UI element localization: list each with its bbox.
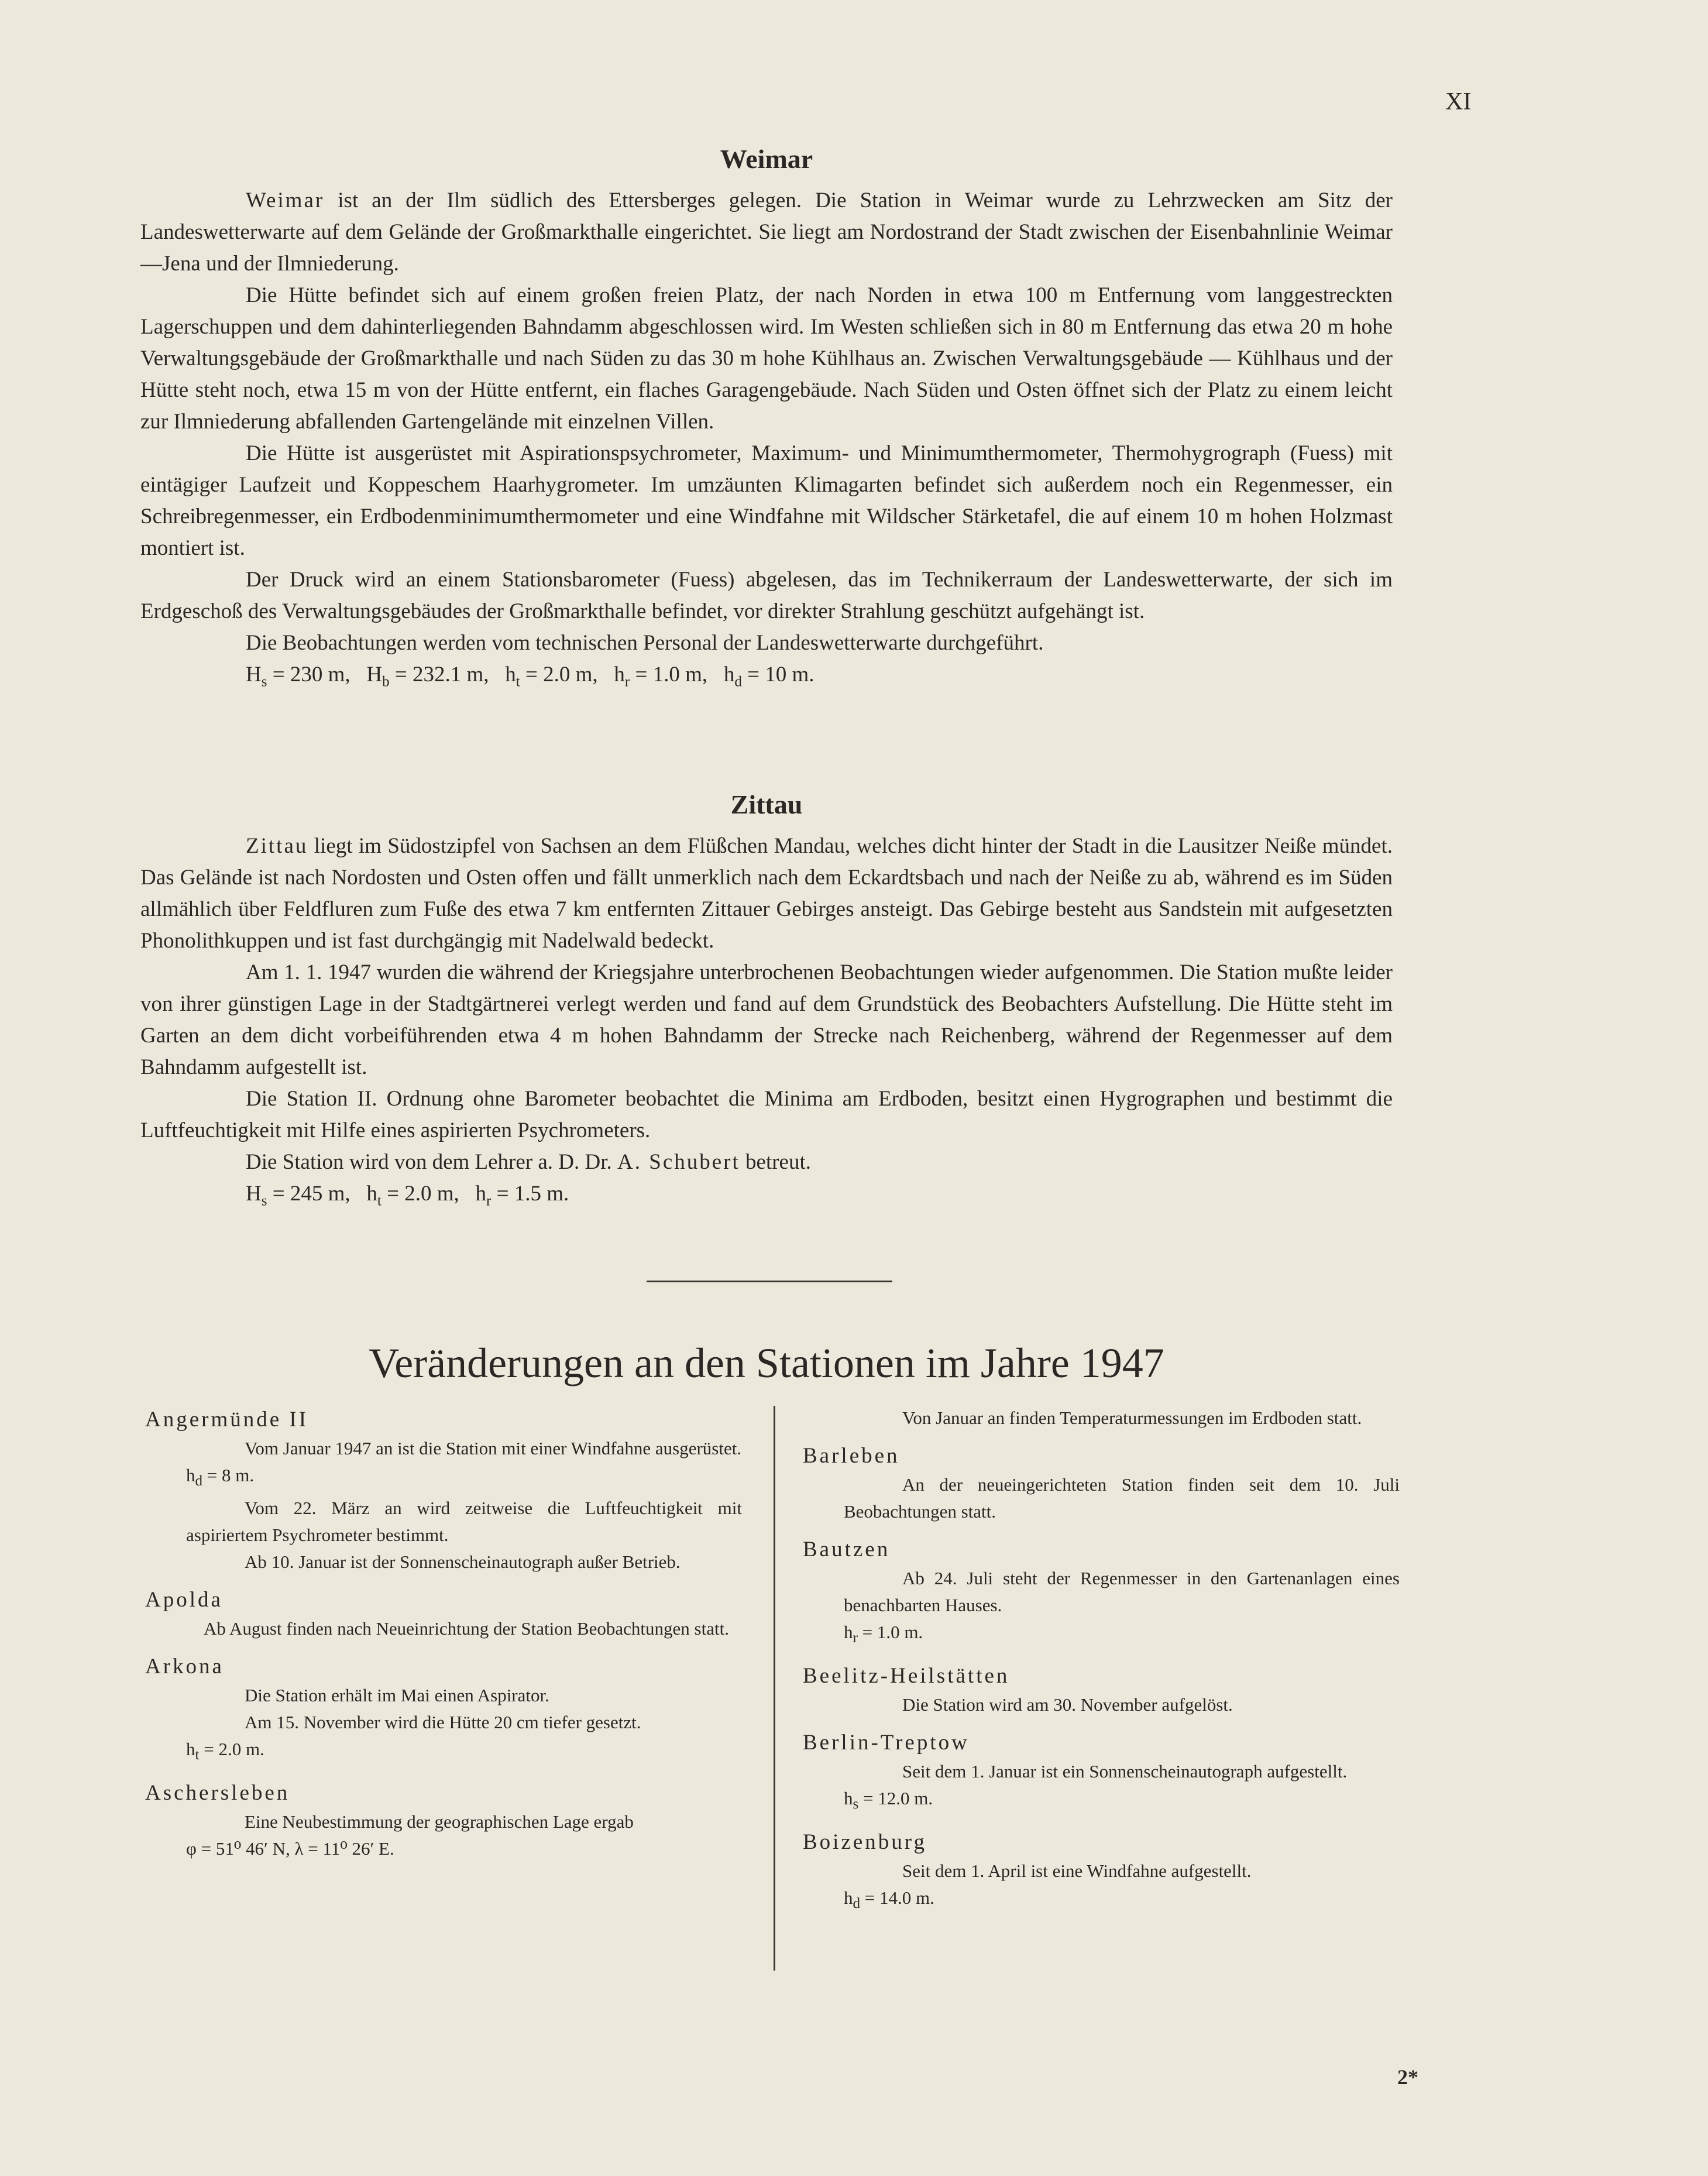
weimar-p1-text: ist an der Ilm südlich des Ettersberges gelegen. Die Station in Weimar wurde zu Lehrzwecken am Sitz der Landeswetterwarte auf dem Gelände der Großmarkthalle eingerichtet. Sie liegt am Nordostrand der Stadt zwischen der Eisenbahnlinie Weimar—Jena und der Ilmniederung. — [140, 188, 1393, 276]
entry-text: Von Januar an finden Temperaturmessungen im Erdboden statt. — [902, 1408, 1362, 1428]
entry-text: Vom Januar 1947 an ist die Station mit einer Windfahne ausgerüstet. — [245, 1438, 742, 1458]
entry-text: Seit dem 1. Januar ist ein Sonnenscheinautograph aufgestellt. — [902, 1761, 1348, 1782]
entry-name: Beelitz-Heilstätten — [803, 1664, 1010, 1688]
weimar-hd: 10 m. — [765, 663, 815, 687]
arkona-ht: 2.0 m. — [218, 1739, 264, 1760]
angermuende-hd: 8 m. — [221, 1465, 255, 1485]
boizenburg-hd: 14.0 m. — [879, 1887, 934, 1909]
entry-angermuende — [145, 1405, 742, 1576]
weimar-hs: 230 m, — [290, 663, 350, 687]
entry-name: Barleben — [803, 1444, 900, 1468]
entry-berlin-treptow — [803, 1728, 1400, 1818]
weimar-ht: 2.0 m, — [543, 663, 598, 687]
zittau-hs: 245 m, — [290, 1182, 350, 1206]
entry-value: $h_d = 14.0$ m. — [844, 1887, 934, 1912]
changes-right-column — [803, 1405, 1400, 1927]
zittau-p4-b: betreut. — [740, 1150, 812, 1174]
entry-boizenburg — [803, 1827, 1400, 1917]
entry-name: Arkona — [145, 1655, 224, 1679]
entry-apolda — [145, 1585, 742, 1642]
entry-coords: φ = 51⁰ 46′ N, λ = 11⁰ 26′ E. — [186, 1838, 394, 1859]
zittau-title: Zittau — [730, 790, 803, 819]
weimar-section — [140, 143, 1393, 698]
entry-text: Die Station erhält im Mai einen Aspirator. — [245, 1685, 549, 1706]
weimar-paragraph-4: Der Druck wird an einem Stationsbarometer (Fuess) abgelesen, das im Technikerraum der Landeswetterwarte, der sich im Erdgeschoß des Verwaltungsgebäudes der Großmarkthalle befindet, vor direkter Strahlung geschützt aufgehängt ist. — [140, 568, 1393, 623]
zittau-paragraph-4 — [140, 1147, 1393, 1178]
zittau-section — [140, 789, 1393, 1217]
zittau-paragraph-3: Die Station II. Ordnung ohne Barometer beobachtet die Minima am Erdboden, besitzt einen Hygrographen und bestimmt die Luftfeuchtigkeit mit Hilfe eines aspirierten Psychrometers. — [140, 1087, 1393, 1142]
entry-text: Seit dem 1. April ist eine Windfahne aufgestellt. — [902, 1861, 1252, 1882]
entry-bautzen — [803, 1535, 1400, 1652]
berlin-hs: 12.0 m. — [878, 1788, 933, 1809]
entry-text: Ab August finden nach Neueinrichtung der Station Beobachtungen statt. — [204, 1618, 729, 1639]
entry-name: Angermünde II — [145, 1408, 309, 1432]
zittau-observer-name: A. Schubert — [617, 1150, 740, 1174]
entry-value: $h_r = 1.0$ m. — [844, 1622, 923, 1646]
weimar-hr: 1.0 m, — [652, 663, 708, 687]
entry-text: Am 15. November wird die Hütte 20 cm tiefer gesetzt. — [245, 1712, 641, 1733]
entry-text: Ab 10. Januar ist der Sonnenscheinautograph außer Betrieb. — [245, 1552, 681, 1573]
entry-aschersleben-continued — [803, 1405, 1400, 1432]
weimar-paragraph-3: Die Hütte ist ausgerüstet mit Aspirationspsychrometer, Maximum- und Minimumthermometer, Thermohygrograph (Fuess) mit eintägiger Laufzeit und Koppeschem Haarhygrometer. Im umzäunten Klimagarten befindet sich außerdem noch ein Regenmesser, ein Schreibregenmesser, ein Erdbodenminimumthermometer und eine Windfahne mit Wildscher Stärketafel, die auf einem 10 m hohen Holzmast montiert ist. — [140, 441, 1393, 560]
entry-arkona — [145, 1652, 742, 1769]
weimar-heights: $H_s = 230$ m, $H_b = 232.1$ m, $h_t = 2.0$ m, $h_r = 1.0$ m, $h_d = 10$ m. — [246, 663, 815, 690]
column-rule — [774, 1406, 775, 1971]
entry-name: Apolda — [145, 1588, 223, 1612]
weimar-title: Weimar — [720, 144, 813, 174]
changes-title: Veränderungen an den Stationen im Jahre 1947 — [369, 1340, 1164, 1386]
entry-text: Ab 24. Juli steht der Regenmesser in den Gartenanlagen eines benachbarten Hauses. — [844, 1568, 1400, 1615]
entry-name: Boizenburg — [803, 1830, 927, 1855]
zittau-name: Zittau — [246, 834, 308, 858]
weimar-hb: 232.1 m, — [412, 663, 489, 687]
section-divider — [647, 1281, 892, 1282]
weimar-paragraph-5: Die Beobachtungen werden vom technischen Personal der Landeswetterwarte durchgeführt. — [246, 631, 1044, 655]
entry-aschersleben — [145, 1778, 742, 1862]
entry-beelitz — [803, 1661, 1400, 1718]
weimar-name: Weimar — [246, 188, 325, 212]
weimar-paragraph-1 — [140, 185, 1393, 280]
changes-left-column — [145, 1405, 742, 1872]
zittau-hr: 1.5 m. — [514, 1182, 569, 1206]
entry-name: Aschersleben — [145, 1781, 290, 1806]
entry-text: Vom 22. März an wird zeitweise die Luftfeuchtigkeit mit aspiriertem Psychrometer bestimmt. — [186, 1498, 742, 1546]
entry-name: Bautzen — [803, 1537, 891, 1561]
entry-text: Eine Neubestimmung der geographischen Lage ergab — [245, 1811, 634, 1832]
zittau-p1-text: liegt im Südostzipfel von Sachsen an dem Flüßchen Mandau, welches dicht hinter der Stadt in die Lausitzer Neiße mündet. Das Gelände ist nach Nordosten und Osten offen und fällt unmerklich nach dem Eckardtsbach und nach der Neiße zu ab, während es im Süden allmählich über Feldfluren zum Fuße des etwa 7 km entfernten Zittauer Gebirges ansteigt. Das Gebirge besteht aus Sandstein mit aufgesetzten Phonolithkuppen und ist fast durchgängig mit Nadelwald bedeckt. — [140, 834, 1393, 953]
entry-name: Berlin-Treptow — [803, 1731, 970, 1755]
bautzen-hr: 1.0 m. — [877, 1622, 923, 1642]
zittau-heights: $H_s = 245$ m, $h_t = 2.0$ m, $h_r = 1.5$ m. — [246, 1182, 569, 1209]
entry-value: $h_s = 12.0$ m. — [844, 1788, 933, 1813]
entry-text: An der neueingerichteten Station finden seit dem 10. Juli Beobachtungen statt. — [844, 1474, 1400, 1522]
page-number: XI — [1445, 88, 1472, 115]
entry-text: Die Station wird am 30. November aufgelöst. — [902, 1694, 1233, 1715]
zittau-p4-a: Die Station wird von dem Lehrer a. D. Dr. — [246, 1150, 618, 1174]
weimar-paragraph-2: Die Hütte befindet sich auf einem großen freien Platz, der nach Norden in etwa 100 m Entfernung vom langgestreckten Lagerschuppen und dem dahinterliegenden Bahndamm abgeschlossen wird. Im Westen schließen sich in 80 m Entfernung das etwa 20 m hohe Verwaltungsgebäude der Großmarkthalle und nach Süden zu das 30 m hohe Kühlhaus an. Zwischen Verwaltungsgebäude — Kühlhaus und der Hütte steht noch, etwa 15 m von der Hütte entfernt, ein flaches Garagengebäude. Nach Süden und Osten öffnet sich der Platz zu einem leicht zur Ilmniederung abfallenden Gartengelände mit einzelnen Villen. — [140, 283, 1393, 434]
zittau-paragraph-2: Am 1. 1. 1947 wurden die während der Kriegsjahre unterbrochenen Beobachtungen wieder aufgenommen. Die Station mußte leider von ihrer günstigen Lage in der Stadtgärtnerei verlegt werden und fand auf dem Grundstück des Beobachters Aufstellung. Die Hütte steht im Garten an dem dicht vorbeiführenden etwa 4 m hohen Bahndamm der Strecke nach Reichenberg, während der Regenmesser auf dem Bahndamm aufgestellt ist. — [140, 960, 1393, 1079]
entry-value: $h_d = 8$ m. — [186, 1465, 255, 1489]
entry-value: $h_t = 2.0$ m. — [186, 1739, 264, 1763]
entry-barleben — [803, 1441, 1400, 1525]
zittau-paragraph-1 — [140, 830, 1393, 957]
signature-mark: 2* — [1397, 2065, 1418, 2089]
zittau-ht: 2.0 m, — [404, 1182, 459, 1206]
